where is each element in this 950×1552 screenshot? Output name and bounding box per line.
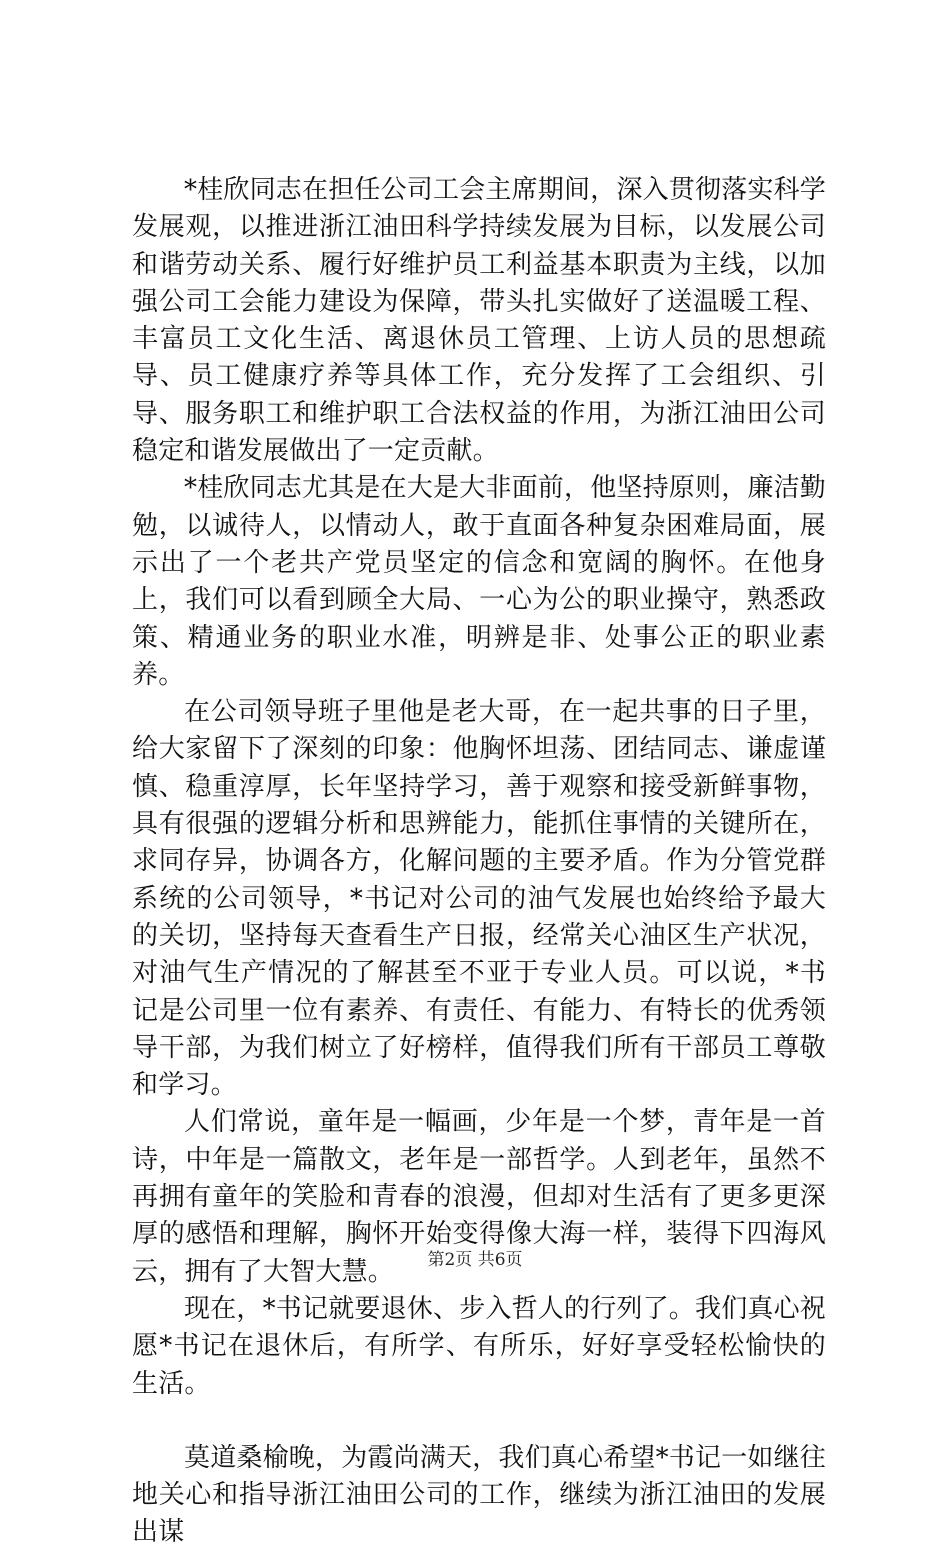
- paragraph-4: 人们常说，童年是一幅画，少年是一个梦，青年是一首诗，中年是一篇散文，老年是一部哲学。人到老年，虽然不再拥有童年的笑脸和青春的浪漫，但却对生活有了更多更深厚的感悟和理解，胸怀开始变得像大海一样，装得下四海风云，拥有了大智大慧。: [132, 1107, 826, 1287]
- paragraph-3: 在公司领导班子里他是老大哥，在一起共事的日子里，给大家留下了深刻的印象：他胸怀坦荡、团结同志、谦虚谨慎、稳重淳厚，长年坚持学习，善于观察和接受新鲜事物，具有很强的逻辑分析和思辨能力，能抓住事情的关键所在，求同存异，协调各方，化解问题的主要矛盾。作为分管党群系统的公司领导，*书记对公司的油气发展也始终给予最大的关切，坚持每天查看生产日报，经常关心油区生产状况，对油气生产情况的了解甚至不亚于专业人员。可以说，*书记是公司里一位有素养、有责任、有能力、有特长的优秀领导干部，为我们树立了好榜样，值得我们所有干部员工尊敬和学习。: [132, 697, 826, 1101]
- page-footer: 第2页 共6页: [427, 1250, 523, 1270]
- paragraph-5: 现在，*书记就要退休、步入哲人的行列了。我们真心祝愿*书记在退休后，有所学、有所乐，好好享受轻松愉快的生活。: [132, 1293, 827, 1399]
- paragraph-6: 莫道桑榆晚，为霞尚满天，我们真心希望*书记一如继往地关心和指导浙江油田公司的工作，继续为浙江油田的发展出谋: [132, 1442, 827, 1548]
- paragraph-1: *桂欣同志在担任公司工会主席期间，深入贯彻落实科学发展观，以推进浙江油田科学持续发展为目标，以发展公司和谐劳动关系、履行好维护员工利益基本职责为主线，以加强公司工会能力建设为保障，带头扎实做好了送温暖工程、丰富员工文化生活、离退休员工管理、上访人员的思想疏导、员工健康疗养等具体工作，充分发挥了工会组织、引导、服务职工和维护职工合法权益的作用，为浙江油田公司稳定和谐发展做出了一定贡献。: [132, 175, 827, 467]
- paragraph-2: *桂欣同志尤其是在大是大非面前，他坚持原则，廉洁勤勉，以诚待人，以情动人，敢于直面各种复杂困难局面，展示出了一个老共产党员坚定的信念和宽阔的胸怀。在他身上，我们可以看到顾全大局、一心为公的职业操守，熟悉政策、精通业务的职业水准，明辨是非、处事公正的职业素养。: [132, 473, 827, 690]
- document-body: [132, 172, 826, 1552]
